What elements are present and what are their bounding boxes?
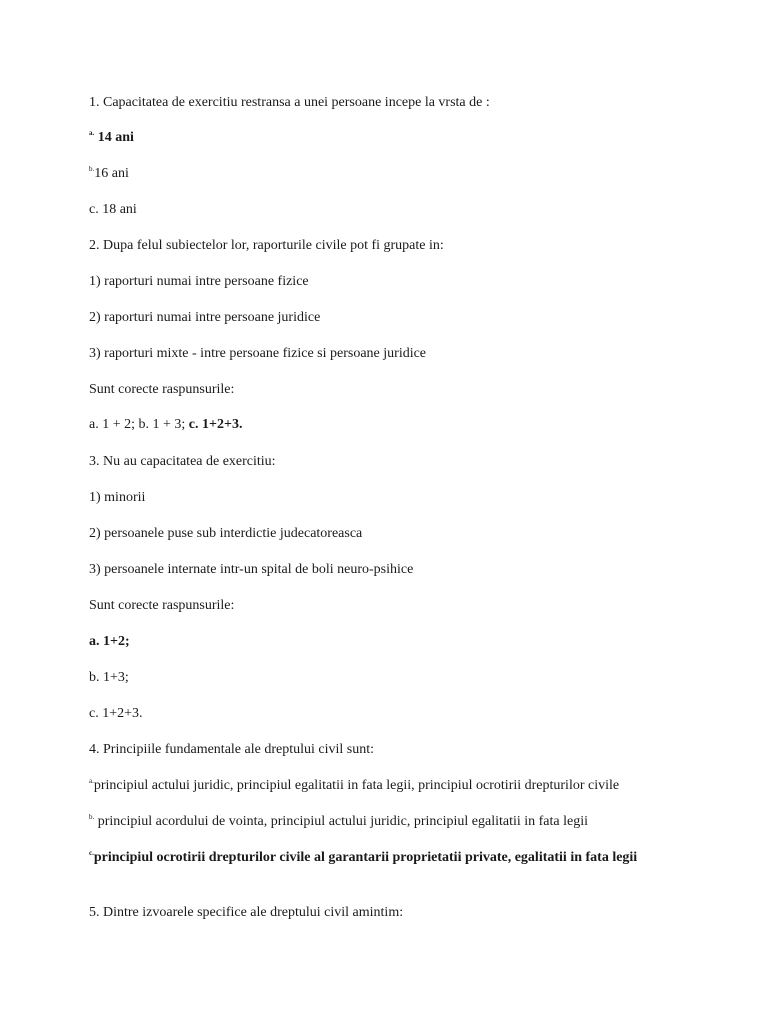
q3-item-2: 2) persoanele puse sub interdictie judecatoreasca bbox=[89, 526, 363, 541]
q1-option-b-marker: b. bbox=[89, 165, 95, 173]
question-5: 5. Dintre izvoarele specifice ale dreptului civil amintim: bbox=[89, 905, 404, 920]
question-2: 2. Dupa felul subiectelor lor, raporturile civile pot fi grupate in: bbox=[89, 238, 444, 253]
question-1: 1. Capacitatea de exercitiu restransa a unei persoane incepe la vrsta de : bbox=[89, 95, 490, 110]
q4-option-c-marker: c. bbox=[89, 849, 94, 857]
q4-option-b bbox=[89, 813, 588, 831]
q2-item-2: 2) raporturi numai intre persoane juridice bbox=[89, 310, 321, 325]
q4-option-c bbox=[89, 849, 679, 867]
q3-option-b: b. 1+3; bbox=[89, 670, 129, 685]
q4-option-a-marker: a. bbox=[89, 777, 94, 785]
q3-prompt: Sunt corecte raspunsurile: bbox=[89, 598, 235, 613]
q4-option-a-text: principiul actului juridic, principiul egalitatii in fata legii, principiul ocrotirii drepturilor civile bbox=[93, 778, 620, 793]
q4-option-b-text: principiul acordului de vointa, principiul actului juridic, principiul egalitatii in fata legii bbox=[97, 814, 589, 829]
q2-answers-plain: a. 1 + 2; b. 1 + 3; bbox=[89, 417, 189, 432]
q1-option-a bbox=[89, 129, 134, 147]
q2-answer-correct: c. 1+2+3. bbox=[188, 417, 243, 432]
question-4: 4. Principiile fundamentale ale dreptului civil sunt: bbox=[89, 742, 374, 757]
q3-option-a: a. 1+2; bbox=[89, 634, 130, 649]
q3-option-c: c. 1+2+3. bbox=[89, 706, 143, 721]
q3-item-3: 3) persoanele internate intr-un spital de boli neuro-psihice bbox=[89, 562, 414, 577]
q1-option-b-text: 16 ani bbox=[94, 166, 129, 181]
q1-option-a-text: 14 ani bbox=[97, 130, 134, 145]
q2-item-3: 3) raporturi mixte - intre persoane fizice si persoane juridice bbox=[89, 346, 427, 361]
q3-item-1: 1) minorii bbox=[89, 490, 146, 505]
q2-prompt: Sunt corecte raspunsurile: bbox=[89, 382, 235, 397]
q2-answers bbox=[89, 416, 242, 434]
q1-option-b bbox=[89, 165, 129, 183]
q4-option-a bbox=[89, 777, 619, 795]
q4-option-b-marker: b. bbox=[89, 813, 95, 821]
q4-option-c-text: principiul ocrotirii drepturilor civile al garantarii proprietatii private, egalitatii in fata legii bbox=[93, 850, 638, 865]
q1-option-c: c. 18 ani bbox=[89, 202, 137, 217]
q2-item-1: 1) raporturi numai intre persoane fizice bbox=[89, 274, 309, 289]
question-3: 3. Nu au capacitatea de exercitiu: bbox=[89, 454, 276, 469]
q1-option-a-marker: a. bbox=[89, 129, 95, 137]
